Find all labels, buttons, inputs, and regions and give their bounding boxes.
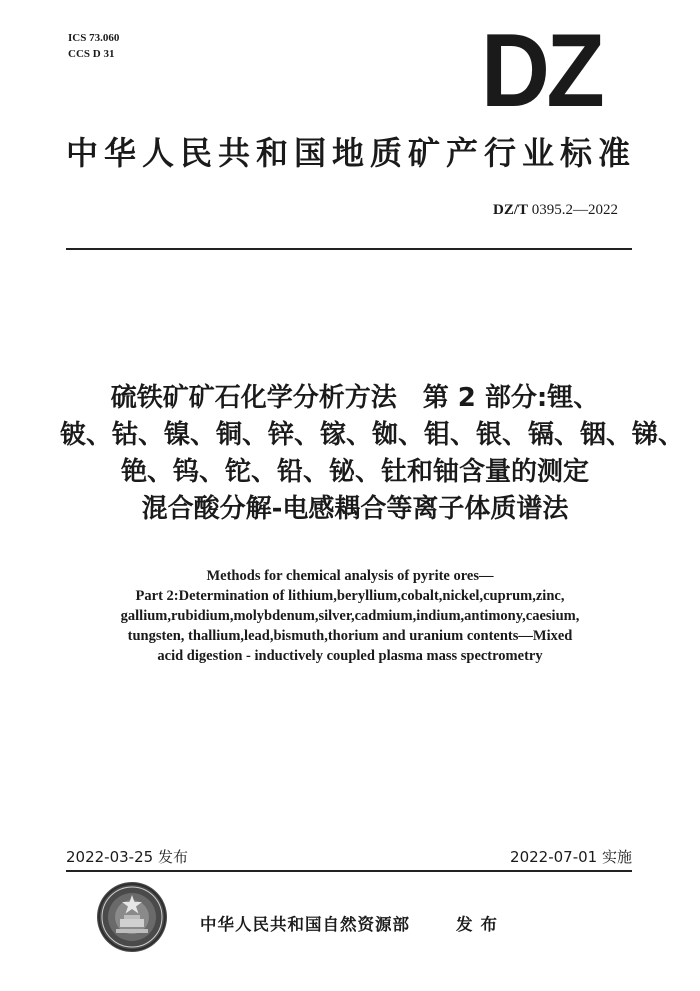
title-en-line: tungsten, thallium,lead,bismuth,thorium and uranium contents—Mixed <box>127 628 573 644</box>
title-cn-line: 硫铁矿矿石化学分析方法 第 2 部分:锂、 <box>110 383 600 413</box>
dz-logo-text: DZ <box>480 13 602 129</box>
issuing-authority: 中华人民共和国自然资源部 <box>200 915 410 934</box>
title-en-line: Part 2:Determination of lithium,beryllium,cobalt,nickel,cuprum,zinc, <box>135 588 565 604</box>
issue-label: 发布 <box>456 915 505 934</box>
title-en-line: gallium,rubidium,molybdenum,silver,cadmium,indium,antimony,caesium, <box>120 608 580 624</box>
title-cn-line: 混合酸分解-电感耦合等离子体质谱法 <box>141 494 569 524</box>
title-chinese <box>60 380 685 528</box>
top-divider <box>66 248 632 250</box>
standard-category-title: 中华人民共和国地质矿产行业标准 <box>66 134 637 172</box>
implementation-date: 2022-07-01 实施 <box>510 848 632 866</box>
dz-logo <box>452 13 630 129</box>
classification-codes <box>68 30 119 62</box>
standard-number-value: 0395.2—2022 <box>531 202 618 218</box>
standard-number-prefix: DZ/T <box>492 202 528 218</box>
ccs-code: CCS D 31 <box>68 48 115 60</box>
ics-code: ICS 73.060 <box>68 32 120 44</box>
ministry-seal-icon <box>96 881 168 953</box>
title-english <box>60 566 640 666</box>
title-cn-line: 铍、钴、镍、铜、锌、镓、铷、钼、银、镉、铟、锑、 <box>60 420 685 450</box>
release-date: 2022-03-25 发布 <box>66 848 188 866</box>
bottom-divider <box>66 870 632 872</box>
title-cn-line: 铯、钨、铊、铅、铋、钍和铀含量的测定 <box>120 457 589 487</box>
standard-number <box>493 202 618 219</box>
title-en-line: Methods for chemical analysis of pyrite ores— <box>206 568 494 584</box>
title-en-line: acid digestion - inductively coupled plasma mass spectrometry <box>157 648 543 664</box>
